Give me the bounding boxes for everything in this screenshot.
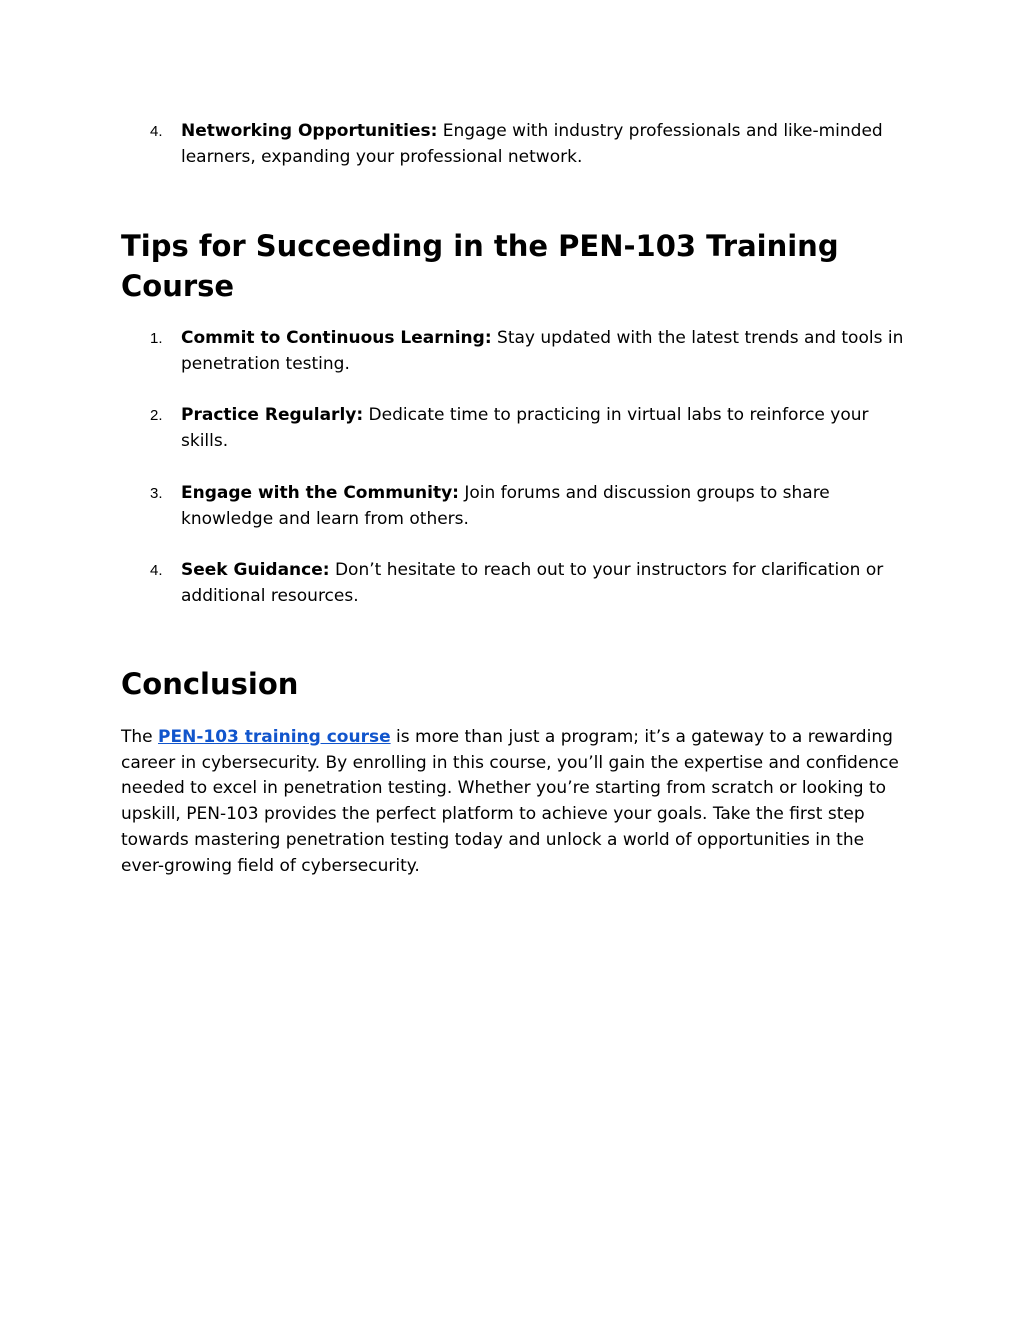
list-number: 4. <box>150 562 163 580</box>
tips-heading: Tips for Succeeding in the PEN-103 Training Course <box>121 229 839 303</box>
list-item-text: Dedicate time to practicing in virtual labs to reinforce your skills. <box>181 405 869 452</box>
list-item <box>121 481 911 532</box>
list-number: 3. <box>150 484 163 502</box>
list-item-text: Join forums and discussion groups to share knowledge and learn from others. <box>181 482 830 529</box>
list-item <box>121 403 911 454</box>
tips-list <box>121 326 911 610</box>
list-number: 1. <box>150 330 163 347</box>
features-list-continued <box>121 119 911 170</box>
list-item-term: Networking Opportunities: <box>181 121 438 141</box>
list-item <box>121 326 911 377</box>
pen-103-course-link[interactable]: PEN-103 training course <box>158 727 391 747</box>
list-item-term: Practice Regularly: <box>181 405 364 426</box>
list-item-term: Seek Guidance: <box>181 560 330 581</box>
list-item-text: Don’t hesitate to reach out to your instructors for clarification or additional resources. <box>181 560 884 606</box>
list-number: 4. <box>150 123 163 140</box>
conclusion-heading: Conclusion <box>121 667 299 701</box>
conclusion-paragraph <box>121 725 911 879</box>
list-item-text: Engage with industry professionals and like-minded learners, expanding your professional network. <box>181 121 883 167</box>
list-number: 2. <box>150 407 163 425</box>
list-item-text: Stay updated with the latest trends and tools in penetration testing. <box>181 328 904 374</box>
list-item <box>121 558 911 609</box>
conclusion-prefix: The <box>121 727 159 747</box>
conclusion-body: is more than just a program; it’s a gateway to a rewarding career in cybersecurity. By enrolling in this course, you’ll gain the expertise and confidence needed to excel in penetration testing. Whether you’re starting from scratch or looking to upskill, PEN-103 provides the perfect platform to achieve your goals. Take the first step towards mastering penetration testing today and unlock a world of opportunities in the ever-growing field of cybersecurity. <box>121 727 899 876</box>
list-item-term: Commit to Continuous Learning: <box>181 328 492 348</box>
list-item-term: Engage with the Community: <box>181 482 459 503</box>
list-item <box>121 119 911 170</box>
